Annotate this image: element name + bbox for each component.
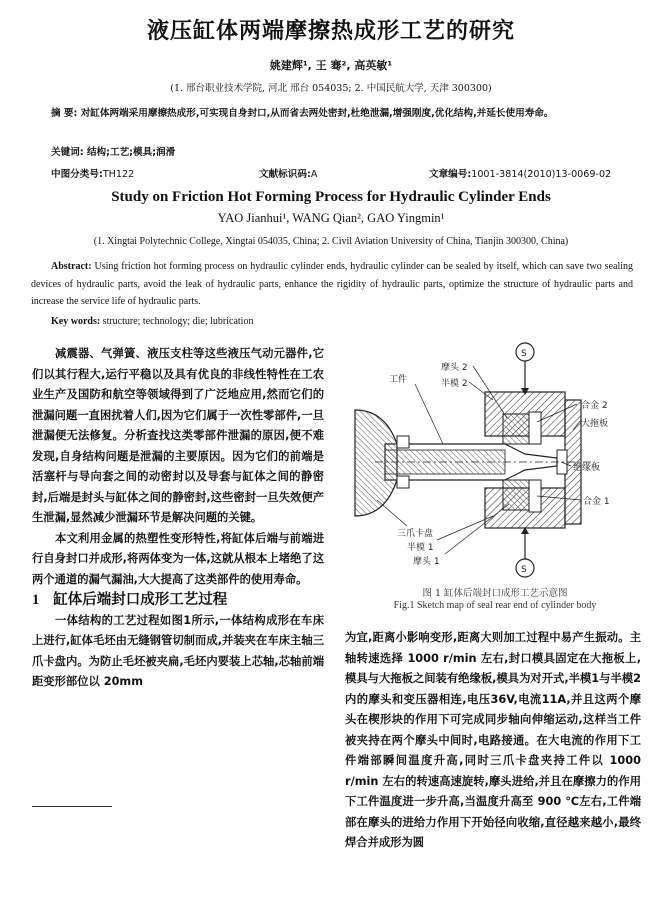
three-jaw-chuck [355,410,397,516]
en-authors: YAO Jianhui¹, WANG Qian², GAO Yingmin¹ [217,211,445,225]
figure-1 [345,340,645,612]
friction-head-2 [503,414,529,444]
body-left-column [32,344,324,693]
en-abstract [31,258,633,311]
cn-abstract-text: 对缸体两端采用摩擦热成形,可实现自身封口,从而省去两处密封,杜绝泄漏,增强刚度,优化结构,并延长使用寿命。 [80,108,554,119]
label-three-jaw-chuck: 三爪卡盘 [397,529,434,539]
en-title: Study on Friction Hot Forming Process for Hydraulic Cylinder Ends [111,189,551,205]
label-friction-head-2: 摩头 2 [441,363,468,373]
section-1-title: 缸体后端封口成形工艺过程 [53,592,228,608]
en-abstract-text: Using friction hot forming process on hydraulic cylinder ends, hydraulic cylinder can be sealed by itself, which can save two sealing devices of hydraulic parts, avoid the leak of hydraulic parts, enhance the rigidity of hydraulic parts, optimize the structure of hydraulic parts and increase the service life of hydraulic parts. [31,261,634,307]
en-keywords-label: Key words: [51,316,101,327]
cn-affiliation: (1. 邢台职业技术学院, 河北 邢台 054035; 2. 中国民航大学, 天津 300300) [170,83,492,94]
section-1-heading [32,590,324,611]
label-workpiece: 工件 [389,375,408,385]
doc-code-field [259,166,317,180]
label-alloy-1: 合金 1 [583,497,610,507]
cn-keywords [51,144,631,158]
cn-title: 液压缸体两端摩擦热成形工艺的研究 [146,19,515,44]
doc-code-label: 文献标识码: [259,169,311,180]
label-alloy-2: 合金 2 [581,401,608,411]
clc-field [51,166,134,180]
section-1-number: 1 [32,592,40,608]
label-half-mould-2: 半模 2 [441,379,468,389]
en-abstract-label: Abstract: [51,261,92,272]
cn-keywords-label: 关键词: [51,147,84,158]
s-top-label: S [521,349,527,359]
s-bottom-label: S [521,565,527,575]
body-paragraph-2: 本文利用金属的热塑性变形特性,将缸体后端与前端进行自身封口并成形,将两体变为一体,这就从根本上堵绝了这两个通道的漏气漏油,大大提高了这类部件的使用寿命。 [32,531,324,586]
footnote-rule [32,806,112,807]
en-affiliation: (1. Xingtai Polytechnic College, Xingtai 054035, China; 2. Civil Aviation University of China, Tianjin 300300, China) [93,236,569,247]
article-no-label: 文章编号: [429,169,472,180]
body-paragraph-4: 为宜,距离小影响变形,距离大则加工过程中易产生振动。主轴转速选择 1000 r/min 左右,封口模具固定在大拖板上,模具与大拖板之间装有绝缘板,模具为对开式,半模1与半模2内的摩头和变压器相连,电压36V,电流11A,并且这两个摩头在楔形块的作用下可完成同步轴向伸缩运动,这样当工件被夹持在两个摩头中间时,电路接通。在大电流的作用下工件端部瞬间温度升高,同时三爪卡盘夹持工件以 1000 r/min 左右的转速高速旋转,摩头进给,并且在摩擦力的作用下工件温度进一步升高,当温度升高至 900 ℃左右,工件端部在摩头的进给力作用下开始径向收缩,直径越来越小,最终焊合并成形为圆 [345,631,641,849]
body-right-column [345,628,641,854]
article-no-field [429,166,611,180]
label-half-mould-1: 半模 1 [407,543,434,553]
article-no-value: 1001-3814(2010)13-0069-02 [471,169,612,180]
label-friction-head-1: 摩头 1 [413,557,440,567]
alloy-2 [529,412,541,444]
label-insulating-plate: 绝缘板 [573,463,601,473]
doc-code-value: A [310,169,318,180]
cn-keywords-text: 结构;工艺;模具;润滑 [86,147,176,158]
figure-1-caption-en: Fig.1 Sketch map of seal rear end of cylinder body [393,600,597,611]
label-large-carriage: 大拖板 [581,419,609,429]
figure-1-caption-cn: 图 1 缸体后端封口成形工艺示意图 [422,588,568,599]
en-keywords-text: structure; technology; die; lubrication [102,316,254,327]
body-paragraph-3: 一体结构的工艺过程如图1所示,一体结构成形在车床上进行,缸体毛坯由无缝钢管切制而成,并装夹在车床主轴三爪卡盘内。为防止毛坯被夹扁,毛坯内要装上芯轴,芯轴前端距变形部位以 20mm [32,613,324,688]
figure-1-sketch [345,340,645,585]
clc-value: TH122 [102,169,135,180]
clc-label: 中图分类号: [51,169,103,180]
cn-abstract [31,104,631,123]
body-paragraph-1: 减震器、气弹簧、液压支柱等这些液压气动元器件,它们以其行程大,运行平稳以及具有优良的非线性特性在工农业生产及国防和航空等领域得到了广泛地应用,然而它们的泄漏问题一直困扰着人们,因为它们属于一次性零部件,一旦泄漏便无法修复。分析查找这类零部件泄漏的原因,便不难发现,自身结构问题是泄漏的主要原因。因为它们的前端是活塞杆与导向套之间的动密封以及导套与缸体之间的静密封,后端是封头与缸体之间的静密封,这些密封一旦失效便产生泄漏,显然减少泄漏环节是解决问题的关键。 [32,347,324,524]
en-keywords [51,316,631,327]
cn-authors: 姚建辉¹, 王 骞², 高英敏¹ [269,59,393,72]
cn-abstract-label: 摘 要: [51,108,78,119]
